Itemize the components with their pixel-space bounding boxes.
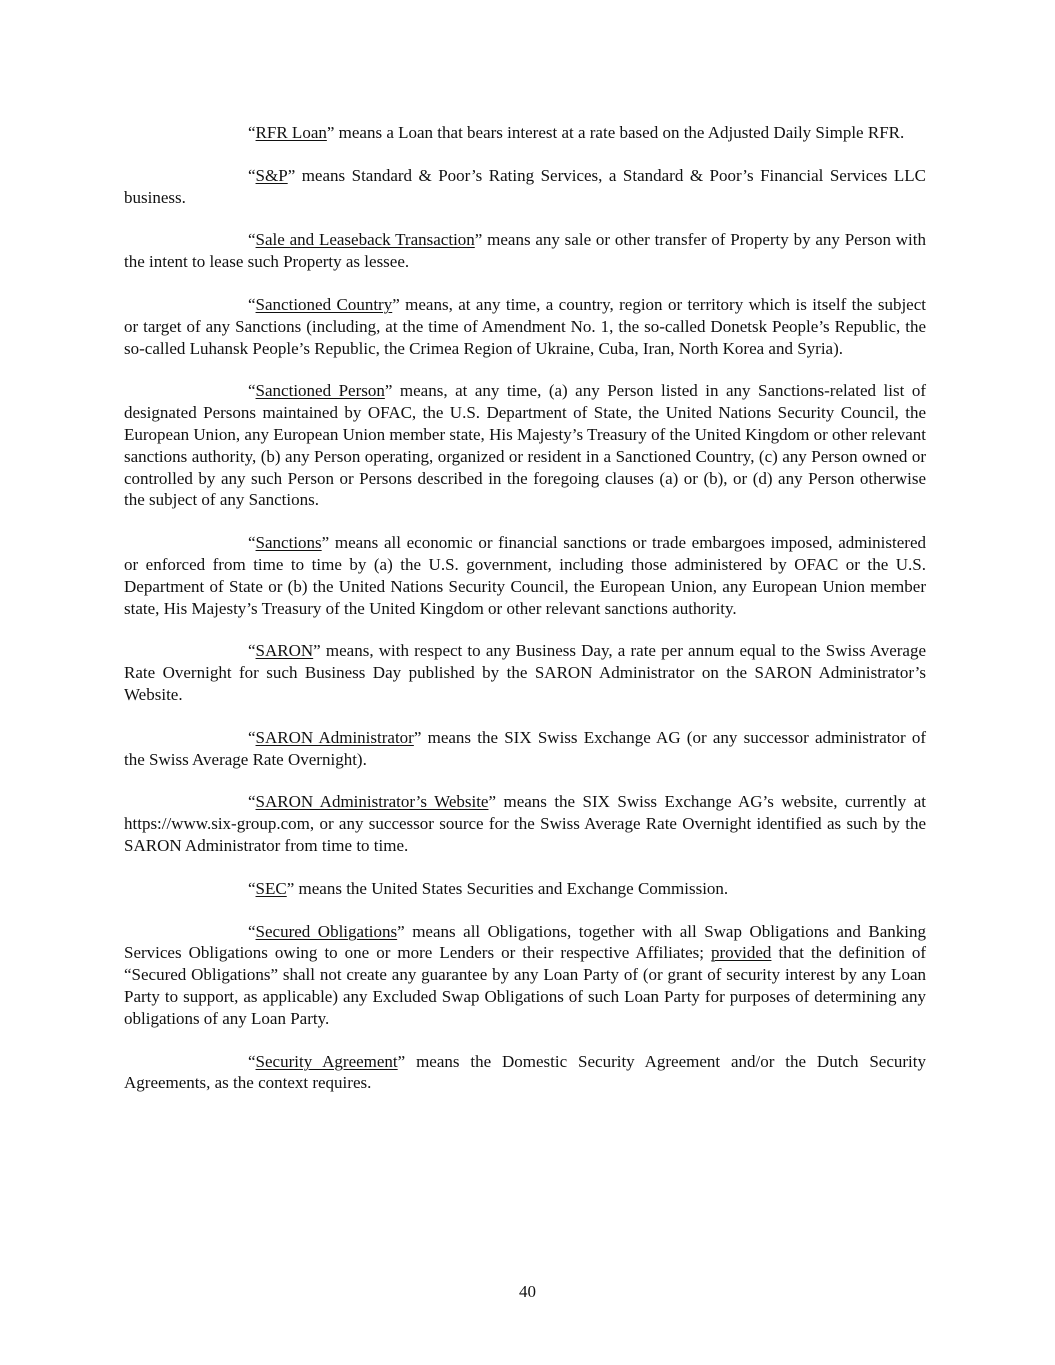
definition-secured-obligations: “Secured Obligations” means all Obligations, together with all Swap Obligations and Banking Services Obligations owing to one or more Lenders or their respective Affiliates; provided that the definition of “Secured Obligations” shall not create any guarantee by any Loan Party of (or grant of security interest by any Loan Party to support, as applicable) any Excluded Swap Obligations of such Loan Party for purposes of determining any obligations of any Loan Party. bbox=[124, 921, 926, 1028]
defined-term: SEC bbox=[255, 878, 287, 898]
definition-text: ” means, with respect to any Business Day, a rate per annum equal to the Swiss Average Rate Overnight for such Business Day published by the SARON Administrator on the SARON Administrator’s Website. bbox=[124, 641, 926, 704]
definition-s-and-p: “S&P” means Standard & Poor’s Rating Services, a Standard & Poor’s Financial Services LLC business. bbox=[124, 165, 926, 207]
definition-text: ” means Standard & Poor’s Rating Services, a Standard & Poor’s Financial Services LLC business. bbox=[124, 165, 926, 207]
definition-text: ” means, at any time, (a) any Person listed in any Sanctions-related list of designated Persons maintained by OFAC, the U.S. Department of State, the United Nations Security Council, the European Union, any European Union member state, His Majesty’s Treasury of the United Kingdom or other relevant sanctions authority, (b) any Person operating, organized or resident in a Sanctioned Country, (c) any Person owned or controlled by any such Person or Persons described in the foregoing clauses (a) or (b), or (d) any Person otherwise the subject of any Sanctions. bbox=[124, 381, 926, 510]
definition-saron-administrators-website: “SARON Administrator’s Website” means the SIX Swiss Exchange AG’s website, currently at https://www.six-group.com, or any successor source for the Swiss Average Rate Overnight identified as such by the SARON Administrator from time to time. bbox=[124, 792, 927, 855]
definition-text-continued: that the definition of “Secured Obligations” shall not create any guarantee by any Loan Party of (or grant of security interest by any Loan Party to support, as applicable) any Excluded Swap Obligations of such Loan Party for purposes of determining any obligations of any Loan Party. bbox=[124, 943, 926, 1028]
definition-text: ” means a Loan that bears interest at a rate based on the Adjusted Daily Simple RFR. bbox=[326, 123, 905, 142]
definition-text: ” means the Domestic Security Agreement and/or the Dutch Security Agreements, as the context requires. bbox=[124, 1051, 926, 1093]
page-number: 40 bbox=[519, 1282, 536, 1301]
definition-text: ” means, at any time, a country, region or territory which is itself the subject or target of any Sanctions (including, at the time of Amendment No. 1, the so-called Donetsk People’s Republic, the so-called Luhansk People’s Republic, the Crimea Region of Ukraine, Cuba, Iran, North Korea and Syria). bbox=[124, 294, 927, 358]
defined-term: RFR Loan bbox=[255, 123, 327, 142]
definition-text: ” means any sale or other transfer of Property by any Person with the intent to lease such Property as lessee. bbox=[124, 230, 926, 272]
definition-saron: “SARON” means, with respect to any Business Day, a rate per annum equal to the Swiss Average Rate Overnight for such Business Day published by the SARON Administrator on the SARON Administrator’s Website. bbox=[124, 641, 926, 704]
defined-term: Sale and Leaseback Transaction bbox=[255, 230, 475, 250]
defined-term: Security Agreement bbox=[255, 1051, 398, 1071]
defined-term: Sanctioned Country bbox=[255, 294, 393, 314]
definition-text: ” means the United States Securities and Exchange Commission. bbox=[286, 878, 729, 898]
definition-security-agreement: “Security Agreement” means the Domestic Security Agreement and/or the Dutch Security Agreements, as the context requires. bbox=[124, 1051, 926, 1093]
definition-text: ” means the SIX Swiss Exchange AG (or any successor administrator of the Swiss Average Rate Overnight). bbox=[124, 727, 926, 769]
defined-term: SARON Administrator’s Website bbox=[255, 792, 489, 812]
defined-term: Sanctions bbox=[255, 533, 322, 553]
definition-sanctioned-country: “Sanctioned Country” means, at any time, a country, region or territory which is itself the subject or target of any Sanctions (including, at the time of Amendment No. 1, the so-called Donetsk People’s Republic, the so-called Luhansk People’s Republic, the Crimea Region of Ukraine, Cuba, Iran, North Korea and Syria). bbox=[124, 294, 927, 358]
definition-sanctioned-person: “Sanctioned Person” means, at any time, (a) any Person listed in any Sanctions-related list of designated Persons maintained by OFAC, the U.S. Department of State, the United Nations Security Council, the European Union, any European Union member state, His Majesty’s Treasury of the United Kingdom or other relevant sanctions authority, (b) any Person operating, organized or resident in a Sanctioned Country, (c) any Person owned or controlled by any such Person or Persons described in the foregoing clauses (a) or (b), or (d) any Person otherwise the subject of any Sanctions. bbox=[124, 381, 926, 510]
defined-term: SARON Administrator bbox=[255, 727, 414, 747]
defined-term: S&P bbox=[255, 165, 288, 185]
definition-sanctions: “Sanctions” means all economic or financial sanctions or trade embargoes imposed, administered or enforced from time to time by (a) the U.S. government, including those administered by OFAC or the U.S. Department of State or (b) the United Nations Security Council, the European Union, any European Union member state, His Majesty’s Treasury of the United Kingdom or other relevant sanctions authority. bbox=[124, 533, 926, 618]
definition-sec: “SEC” means the United States Securities and Exchange Commission. bbox=[248, 878, 729, 898]
defined-term: SARON bbox=[255, 641, 314, 661]
definition-saron-administrator: “SARON Administrator” means the SIX Swiss Exchange AG (or any successor administrator of the Swiss Average Rate Overnight). bbox=[124, 727, 926, 769]
definition-rfr-loan: “RFR Loan” means a Loan that bears interest at a rate based on the Adjusted Daily Simple RFR. bbox=[248, 123, 905, 142]
definition-text: ” means all economic or financial sanctions or trade embargoes imposed, administered or enforced from time to time by (a) the U.S. government, including those administered by OFAC or the U.S. Department of State or (b) the United Nations Security Council, the European Union, any European Union member state, His Majesty’s Treasury of the United Kingdom or other relevant sanctions authority. bbox=[124, 533, 926, 618]
defined-term: Secured Obligations bbox=[255, 921, 398, 941]
definition-text: ” means the SIX Swiss Exchange AG’s website, currently at https://www.six-group.com, or any successor source for the Swiss Average Rate Overnight identified as such by the SARON Administrator from time to time. bbox=[124, 792, 927, 855]
definition-sale-and-leaseback-transaction: “Sale and Leaseback Transaction” means any sale or other transfer of Property by any Person with the intent to lease such Property as lessee. bbox=[124, 230, 926, 272]
document-page bbox=[124, 122, 926, 1115]
defined-term: Sanctioned Person bbox=[255, 381, 385, 401]
emphasized-word: provided bbox=[711, 943, 772, 963]
definition-text: ” means all Obligations, together with all Swap Obligations and Banking Services Obligations owing to one or more Lenders or their respective Affiliates; bbox=[124, 921, 926, 963]
